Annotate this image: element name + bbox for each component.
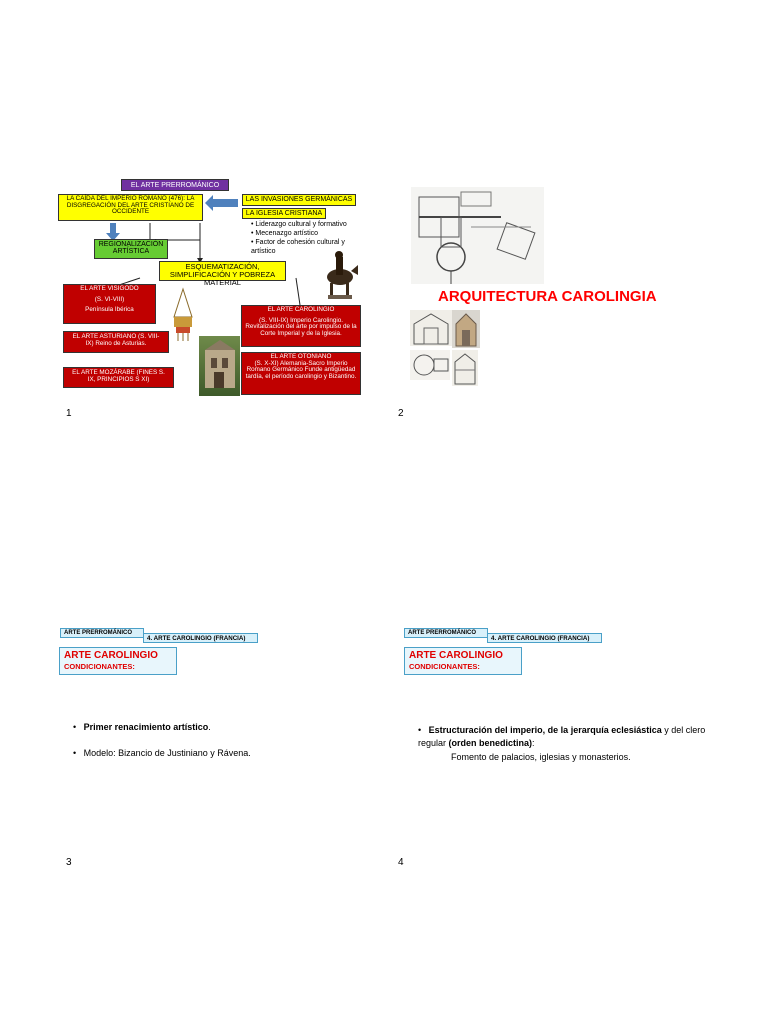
title-arquitectura-carolingia: ARQUITECTURA CAROLINGIA (438, 288, 657, 305)
condicionantes-label-4: CONDICIONANTES: (409, 662, 480, 671)
visigodo-title: EL ARTE VISIGODO (80, 285, 139, 292)
asturian-church-image (199, 336, 240, 396)
page-number-4: 4 (398, 857, 404, 868)
box-arte-mozarabe: EL ARTE MOZÁRABE (FINES S. IX, PRINCIPIOS S XI) (63, 367, 174, 388)
header-arte-carolingio-francia-4: 4. ARTE CAROLINGIO (FRANCIA) (487, 633, 602, 643)
otoniano-title: EL ARTE OTONIANO (270, 353, 332, 360)
visigodo-date: (S. VI-VIII) (94, 295, 125, 303)
church-perspective-image (452, 350, 478, 386)
bullet-4-bold-1: Estructuración del imperio, de la jerarquía eclesiástica (428, 725, 662, 735)
page-number-3: 3 (66, 857, 72, 868)
blue-arrow-left (205, 195, 238, 211)
carolingio-text: (S. VIII-IX) Imperio Carolingio. Revitalización del arte por impulso de la Corte Imperial y de la Iglesia. (245, 316, 357, 337)
church-elevation-image (452, 310, 480, 348)
church-section-image (410, 310, 452, 346)
bullet-estructuracion: • Estructuración del imperio, de la jerarquía eclesiástica y del clero regular (orden benedictina): (418, 725, 706, 748)
bullet-4-end: : (532, 738, 535, 748)
bullet-1-bold: Primer renacimiento artístico (83, 722, 209, 732)
box-arte-carolingio (241, 305, 361, 347)
header-arte-carolingio-francia: 4. ARTE CAROLINGIO (FRANCIA) (143, 633, 258, 643)
bullet-modelo-bizancio: • Modelo: Bizancio de Justiniano y Rávena. (73, 748, 251, 758)
bullet-4-mid: y del clero regular (418, 725, 706, 748)
page-number-2: 2 (398, 408, 404, 419)
church-plan-small-image (410, 350, 450, 380)
equestrian-statue-image (318, 247, 361, 303)
box-iglesia: LA IGLESIA CRISTIANA (242, 208, 326, 219)
floor-plan-image (411, 187, 544, 284)
iglesia-point-1: • Liderazgo cultural y formativo (251, 221, 347, 228)
page-number-1: 1 (66, 408, 72, 419)
box-invasiones: LAS INVASIONES GERMÁNICAS (242, 194, 356, 206)
box-regionalizacion: REGIONALIZACIÓN ARTÍSTICA (94, 239, 168, 259)
votive-crown-image (172, 287, 194, 343)
bullet-2-text: Modelo: Bizancio de Justiniano y Rávena. (83, 748, 251, 758)
arte-carolingio-title-4: ARTE CAROLINGIO (409, 650, 503, 661)
otoniano-text: (S. X-XI) Alemania-Sacro Imperio Romano Germánico Funde antigüedad tardía, el período carolingio y Bizantino. (245, 359, 357, 380)
iglesia-point-2: • Mecenazgo artístico (251, 230, 319, 237)
box-arte-visigodo (63, 284, 156, 324)
sub-line-fomento: Fomento de palacios, iglesias y monasterios. (451, 752, 631, 762)
bullet-primer-renacimiento: • Primer renacimiento artístico. (73, 722, 211, 732)
condicionantes-label: CONDICIONANTES: (64, 662, 135, 671)
box-arte-otoniano (241, 352, 361, 395)
box-arte-asturiano: EL ARTE ASTURIANO (S. VIII-IX) Reino de Asturias. (63, 331, 169, 353)
box-esquematizacion: ESQUEMATIZACIÓN, SIMPLIFICACIÓN Y POBREZA MATERIAL (159, 261, 286, 281)
carolingio-title: EL ARTE CAROLINGIO (267, 306, 335, 313)
box-caida-imperio: LA CAÍDA DEL IMPERIO ROMANO (476): LA DISGREGACIÓN DEL ARTE CRISTIANO DE OCCIDENTE (58, 194, 203, 221)
bullet-4-bold-2: (orden benedictina) (448, 738, 533, 748)
visigodo-place: Península Ibérica (85, 306, 134, 314)
bullet-1-end: . (208, 722, 211, 732)
header-arte-prerromanico: ARTE PRERROMÁNICO (60, 628, 144, 638)
arte-carolingio-box (59, 647, 177, 675)
iglesia-point-3: • Factor de cohesión cultural y artístico (251, 239, 345, 255)
arte-carolingio-box-4 (404, 647, 522, 675)
title-arte-prerromanico: EL ARTE PRERROMÁNICO (121, 179, 229, 191)
header-arte-prerromanico-4: ARTE PRERROMÁNICO (404, 628, 488, 638)
arte-carolingio-title: ARTE CAROLINGIO (64, 650, 158, 661)
